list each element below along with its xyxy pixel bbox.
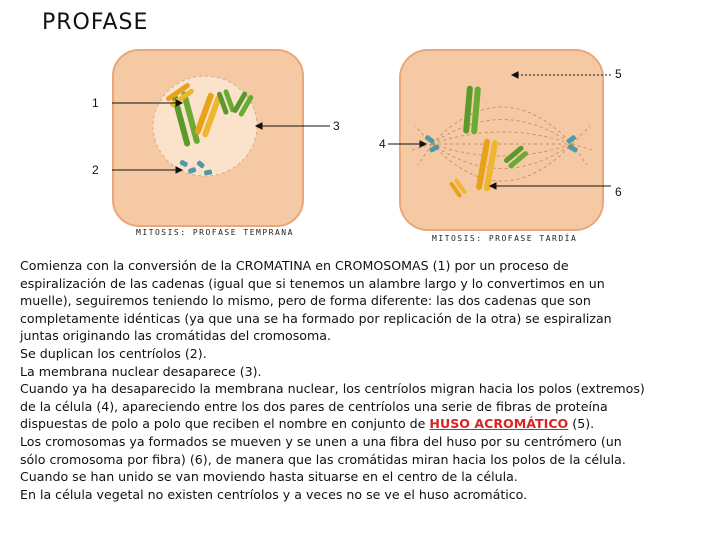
label-5: 5 [615,67,622,81]
text-line: Se duplican los centríolos (2). [20,345,207,361]
text-line: Cuando se han unido se van moviendo hasta situarse en el centro de la célula. [20,469,518,485]
page-title: PROFASE [42,10,149,35]
caption-early-prophase: MITOSIS: PROFASE TEMPRANA [136,228,294,237]
nuclear-membrane [153,76,257,176]
text-line: Los cromosomas ya formados se mueven y se unen a una fibra del huso por su centrómero (un [20,433,622,449]
text-line [20,415,710,433]
text-line: completamente idénticas (ya que una se ha formado por replicación de la otra) se espiralizan [20,310,612,326]
text-line: espiralización de las cadenas (igual que si tenemos un alambre largo y lo convertimos en un [20,275,605,291]
text-segment: (5). [568,416,595,432]
text-line: Comienza con la conversión de la CROMATINA en CROMOSOMAS (1) por un proceso de [20,258,569,273]
prophase-diagram [0,0,720,250]
caption-late-prophase: MITOSIS: PROFASE TARDÍA [432,234,578,243]
text-line: juntas originando las cromátidas del cromosoma. [20,328,331,344]
text-line: En la célula vegetal no existen centríolos y a veces no se ve el huso acromático. [20,486,528,502]
label-1: 1 [92,96,99,110]
text-line: Cuando ya ha desaparecido la membrana nuclear, los centríolos migran hacia los polos (extremos) [20,381,645,397]
cell-early-prophase [113,50,303,226]
huso-acromatico-highlight: HUSO ACROMÁTICO [429,416,569,432]
text-line: La membrana nuclear desaparece (3). [20,363,262,379]
description-text [20,257,710,503]
text-segment: dispuestas de polo a polo que reciben el nombre en conjunto de [20,416,430,432]
label-3: 3 [333,119,340,133]
text-line: sólo cromosoma por fibra) (6), de manera que las cromátidas miran hacia los polos de la célula. [20,451,626,467]
label-4: 4 [379,137,386,151]
label-6: 6 [615,185,622,199]
text-line: muelle), seguiremos teniendo lo mismo, pero de forma diferente: las dos cadenas que son [20,293,591,309]
label-2: 2 [92,163,99,177]
cell-late-prophase [400,50,603,230]
text-line: de la célula (4), apareciendo entre los dos pares de centríolos una serie de fibras de proteína [20,398,608,414]
